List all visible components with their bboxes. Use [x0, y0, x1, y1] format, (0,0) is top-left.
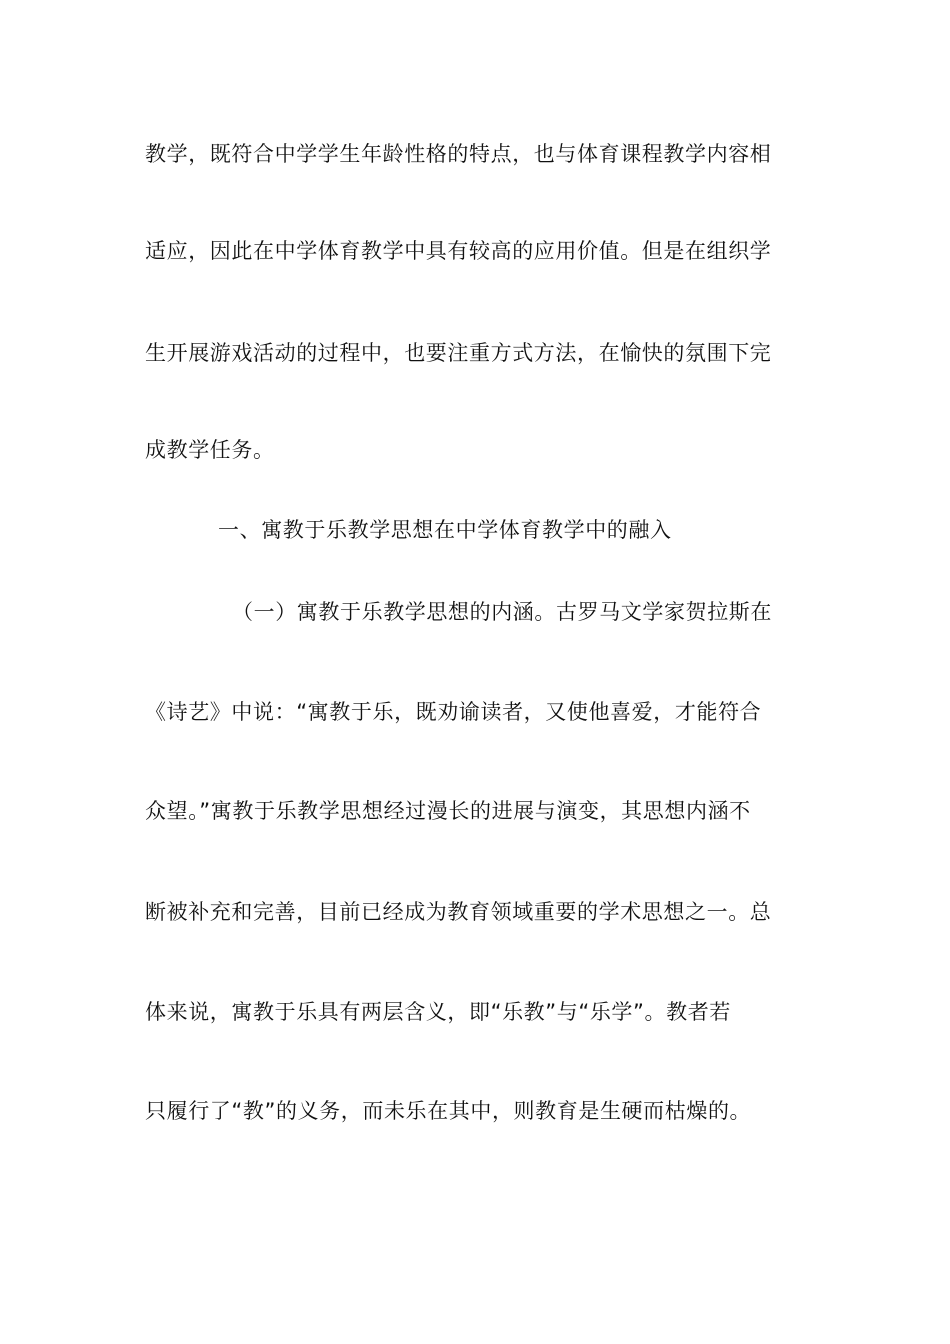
subsection-first-line: （一）寓教于乐教学思想的内涵。古罗马文学家贺拉斯在	[232, 600, 772, 624]
paragraph-line-1: 教学，既符合中学学生年龄性格的特点，也与体育课程教学内容相	[145, 142, 772, 166]
subsection-line-5: 体来说，寓教于乐具有两层含义，即“乐教”与“乐学”。教者若	[145, 1000, 731, 1024]
section-heading: 一、寓教于乐教学思想在中学体育教学中的融入	[218, 518, 672, 542]
subsection-line-2: 《诗艺》中说：“寓教于乐，既劝谕读者，又使他喜爱，才能符合	[145, 700, 762, 724]
subsection-line-4: 断被补充和完善，目前已经成为教育领域重要的学术思想之一。总	[145, 900, 772, 924]
paragraph-line-2: 适应，因此在中学体育教学中具有较高的应用价值。但是在组织学	[145, 239, 772, 263]
paragraph-line-4: 成教学任务。	[145, 438, 275, 462]
subsection-line-6: 只履行了“教”的义务，而未乐在其中，则教育是生硬而枯燥的。	[145, 1099, 752, 1123]
subsection-line-3: 众望。”寓教于乐教学思想经过漫长的进展与演变，其思想内涵不	[145, 799, 751, 823]
paragraph-line-3: 生开展游戏活动的过程中，也要注重方式方法，在愉快的氛围下完	[145, 341, 772, 365]
